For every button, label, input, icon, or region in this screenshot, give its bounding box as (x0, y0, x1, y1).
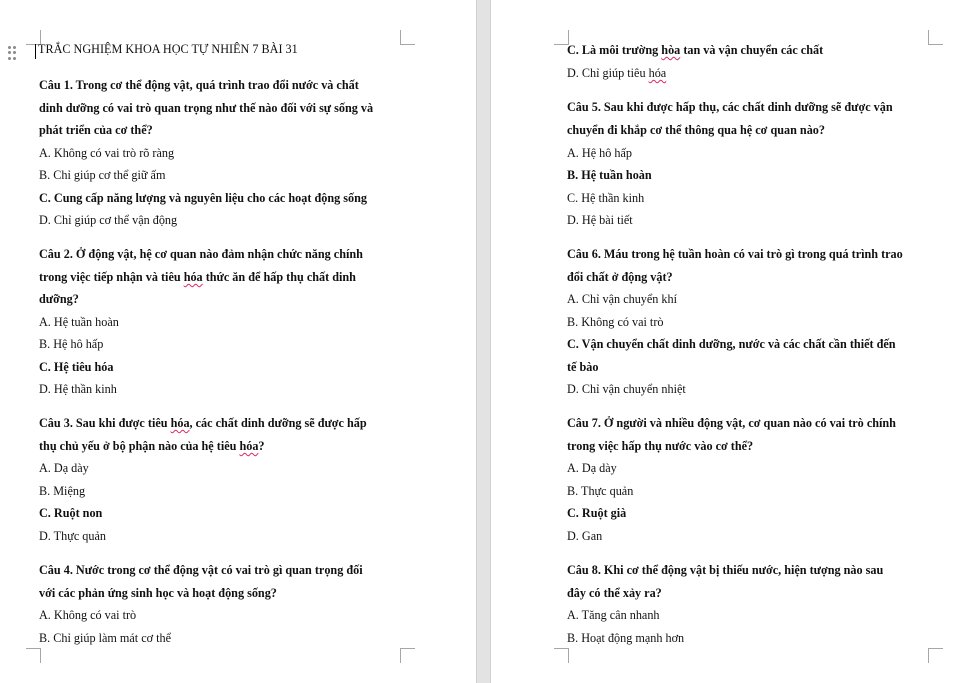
text-line (567, 190, 644, 206)
text-run: B. Hệ hô hấp (39, 337, 104, 351)
page-gutter (476, 0, 491, 683)
text-line (567, 585, 662, 601)
text-line (39, 246, 363, 262)
text-run: Câu 1. Trong cơ thể động vật, quá trình trao đổi nước và chất (39, 78, 359, 92)
text-run: Câu 8. Khi cơ thể động vật bị thiếu nước, hiện tượng nào sau (567, 563, 884, 577)
text-line (567, 42, 823, 58)
text-line (567, 99, 893, 115)
text-run: D. Thực quản (39, 529, 106, 543)
margin-corner-mark (928, 30, 943, 45)
text-line (567, 212, 633, 228)
text-run: B. Không có vai trò (567, 315, 664, 329)
text-line (39, 167, 165, 183)
text-run: B. Miệng (39, 484, 86, 498)
text-run: trong việc hấp thụ nước vào cơ thể? (567, 439, 754, 453)
text-run: B. Chỉ giúp làm mát cơ thể (39, 631, 172, 645)
text-run: thụ chủ yếu ở bộ phận nào của hệ tiêu (39, 439, 240, 453)
text-run: với các phản ứng sinh học và hoạt động sống? (39, 586, 277, 600)
text-line (39, 212, 177, 228)
text-run: Câu 2. Ở động vật, hệ cơ quan nào đảm nhận chức năng chính (39, 247, 363, 261)
text-run: dinh dưỡng có vai trò quan trọng như thế nào đối với sự sống và (39, 101, 374, 115)
text-run: A. Hệ hô hấp (567, 146, 632, 160)
text-line (567, 607, 660, 623)
text-run: , các chất dinh dưỡng sẽ được hấp (189, 416, 367, 430)
text-run: đổi chất ở động vật? (567, 270, 673, 284)
text-line (39, 562, 363, 578)
margin-corner-mark (400, 30, 415, 45)
text-line (39, 630, 171, 646)
text-line (39, 122, 153, 138)
text-run: ? (258, 439, 265, 453)
text-run: A. Hệ tuần hoàn (39, 315, 119, 329)
text-run: TRẮC NGHIỆM KHOA HỌC TỰ NHIÊN 7 BÀI 31 (38, 42, 298, 56)
text-line (39, 314, 119, 330)
margin-corner-mark (554, 648, 569, 663)
text-line (39, 505, 102, 521)
spellcheck-flagged-word: hóa (239, 439, 259, 453)
spellcheck-flagged-word: hóa (170, 416, 190, 430)
spellcheck-flagged-word: hóa (648, 66, 667, 80)
text-run: B. Thực quản (567, 484, 634, 498)
text-run: D. Chỉ giúp cơ thể vận động (39, 213, 178, 227)
text-run: C. Hệ thần kinh (567, 191, 645, 205)
text-run: Câu 5. Sau khi được hấp thụ, các chất dinh dưỡng sẽ được vận (567, 100, 893, 114)
text-line (567, 505, 626, 521)
text-line (39, 607, 136, 623)
text-line (39, 415, 367, 431)
text-line (39, 381, 117, 397)
text-run: C. Hệ tiêu hóa (39, 360, 114, 374)
text-line (39, 190, 367, 206)
text-line (567, 415, 896, 431)
text-line (567, 145, 632, 161)
spellcheck-flagged-word: hòa (661, 43, 681, 57)
text-line (39, 438, 265, 454)
text-line (567, 291, 677, 307)
text-run: thức ăn để hấp thụ chất dinh (202, 270, 356, 284)
text-run: tan và vận chuyển các chất (680, 43, 824, 57)
text-line (567, 359, 598, 375)
text-run: C. Là môi trường (567, 43, 662, 57)
text-run: D. Chỉ vận chuyển nhiệt (567, 382, 686, 396)
text-run: D. Gan (567, 529, 603, 543)
text-run: Câu 3. Sau khi được tiêu (39, 416, 171, 430)
text-run: A. Dạ dày (567, 461, 617, 475)
text-line (567, 630, 684, 646)
text-run: đây có thể xảy ra? (567, 586, 662, 600)
text-line (567, 381, 686, 397)
text-run: A. Không có vai trò rõ ràng (39, 146, 175, 160)
text-line (39, 460, 89, 476)
text-run: Câu 4. Nước trong cơ thể động vật có vai trò gì quan trọng đối (39, 563, 363, 577)
text-run: tế bào (567, 360, 599, 374)
text-run: phát triển của cơ thể? (39, 123, 153, 137)
text-run: Câu 6. Máu trong hệ tuần hoàn có vai trò gì trong quá trình trao (567, 247, 903, 261)
text-line (39, 291, 79, 307)
text-line (567, 246, 903, 262)
text-line (39, 359, 113, 375)
text-run: C. Vận chuyển chất dinh dưỡng, nước và các chất cần thiết đến (567, 337, 896, 351)
text-line (567, 528, 602, 544)
margin-corner-mark (400, 648, 415, 663)
text-cursor (35, 44, 36, 59)
text-run: dưỡng? (39, 292, 79, 306)
text-line (39, 269, 356, 285)
text-line (567, 314, 663, 330)
text-line (567, 336, 896, 352)
text-run: C. Ruột non (39, 506, 103, 520)
text-run: A. Không có vai trò (39, 608, 137, 622)
text-line (39, 528, 106, 544)
text-line (39, 336, 103, 352)
text-run: C. Ruột già (567, 506, 627, 520)
text-line (567, 483, 633, 499)
text-line (567, 167, 652, 183)
text-line (567, 438, 753, 454)
margin-corner-mark (928, 648, 943, 663)
text-run: B. Hệ tuần hoàn (567, 168, 652, 182)
text-line (39, 483, 85, 499)
text-run: A. Dạ dày (39, 461, 89, 475)
text-run: chuyển đi khắp cơ thể thông qua hệ cơ quan nào? (567, 123, 825, 137)
document-title (38, 41, 298, 57)
text-line (39, 77, 359, 93)
text-line (567, 460, 617, 476)
text-line (567, 269, 673, 285)
drag-handle-icon[interactable] (8, 46, 16, 60)
text-line (567, 65, 666, 81)
text-line (567, 562, 883, 578)
spellcheck-flagged-word: hóa (183, 270, 203, 284)
text-line (39, 145, 174, 161)
text-run: A. Chỉ vận chuyển khí (567, 292, 678, 306)
text-run: B. Hoạt động mạnh hơn (567, 631, 685, 645)
text-line (39, 100, 373, 116)
text-line (567, 122, 825, 138)
text-run: A. Tăng cân nhanh (567, 608, 660, 622)
text-run: trong việc tiếp nhận và tiêu (39, 270, 184, 284)
text-run: C. Cung cấp năng lượng và nguyên liệu cho các hoạt động sống (39, 191, 367, 205)
text-run: D. Hệ bài tiết (567, 213, 633, 227)
text-run: D. Chỉ giúp tiêu (567, 66, 649, 80)
text-run: Câu 7. Ở người và nhiều động vật, cơ quan nào có vai trò chính (567, 416, 896, 430)
text-run: D. Hệ thần kinh (39, 382, 117, 396)
text-run: B. Chỉ giúp cơ thể giữ ấm (39, 168, 166, 182)
text-line (39, 585, 277, 601)
margin-corner-mark (26, 648, 41, 663)
